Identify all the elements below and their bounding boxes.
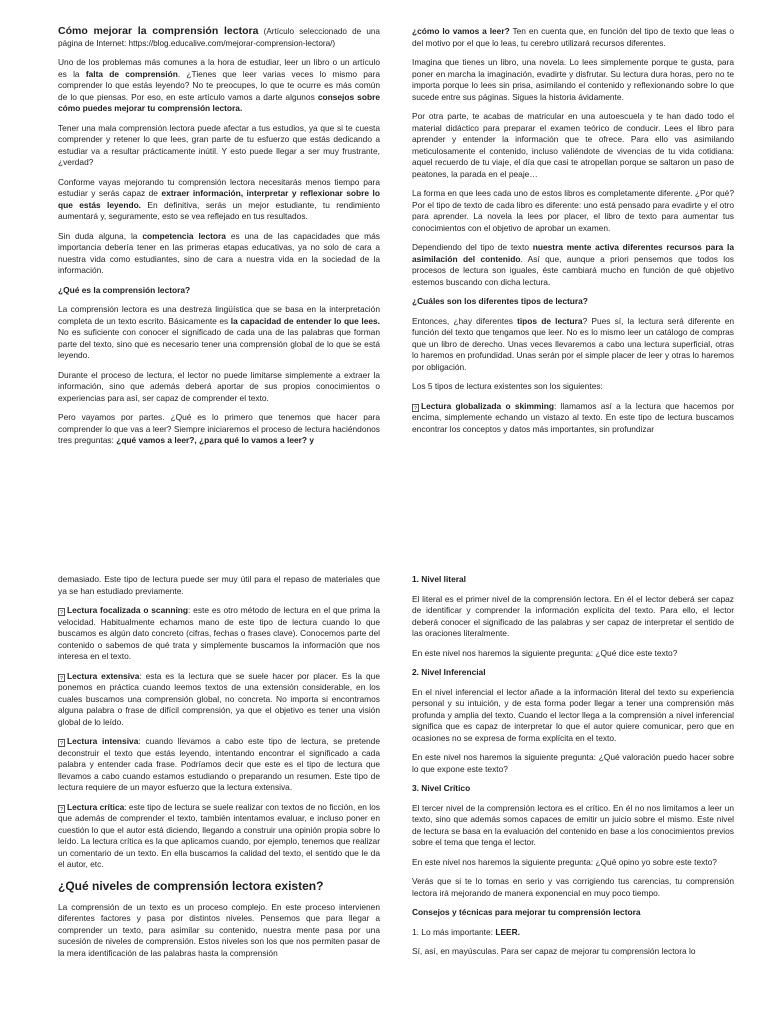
paragraph [412, 26, 734, 49]
bold-text: Lectura extensiva [67, 670, 140, 681]
bold-text: la capacidad de entender lo que lees. [230, 315, 380, 326]
paragraph [58, 177, 380, 223]
bold-text: ¿cómo lo vamos a leer? [412, 26, 510, 36]
paragraph [412, 927, 734, 939]
paragraph: El tercer nivel de la comprensión lectora es el crítico. En él no nos limitamos a leer un texto, sino que además somos capaces de emitir un juicio sobre el mismo. Este nivel de lectura se basa en la evaluación del contenido en base a los conocimientos previos sobre el tema que tenga el lector. [412, 802, 734, 847]
bullet-icon: ? [58, 608, 65, 616]
paragraph [58, 304, 380, 362]
bold-text: Lectura intensiva [67, 736, 139, 746]
bullet-icon: ? [412, 404, 419, 412]
list-item [412, 401, 734, 436]
paragraph: Sí, así, en mayúsculas. Para ser capaz de mejorar tu comprensión lectora lo [412, 946, 696, 956]
list-item [58, 605, 380, 663]
section-heading: Consejos y técnicas para mejorar tu comprensión lectora [412, 907, 641, 917]
article-title-text: Cómo mejorar la comprensión lectora [58, 25, 259, 37]
page-1-right-column [412, 26, 734, 443]
paragraph: En este nivel nos haremos la siguiente pregunta: ¿Qué valoración puedo hacer sobre lo que expone este texto? [412, 752, 734, 774]
bold-text: LEER. [495, 926, 520, 937]
paragraph: En el nivel inferencial el lector añade a la información literal del texto su experiencia personal y su intuición, y de esta forma poder llegar a tener una comprensión más profunda y amplia del texto. Cuando el lector llega a la comprensión a nivel inferencial significa que es capaz de interpretar lo que el autor quiere comunicar, pero que en ocasiones no se expresa de forma explícita en el texto. [412, 686, 734, 743]
paragraph [412, 242, 734, 288]
paragraph: En este nivel nos haremos la siguiente pregunta: ¿Qué dice este texto? [412, 647, 678, 658]
text: ? Pues sí, la lectura será diferente en función del texto que tengamos que leer. No es lo mismo leer un catálogo de compras que un libro de derecho. Unas veces llevaremos a cabo una lectura superficial, otras lo haremos en profundidad. Unas serán por el simple placer de leer y otras lo haremos por obligación. [412, 315, 735, 372]
paragraph [58, 412, 380, 447]
section-heading: 1. Nivel literal [412, 574, 466, 584]
paragraph [58, 57, 380, 115]
paragraph: La comprensión de un texto es un proceso complejo. En este proceso intervienen diferentes factores y pasa por distintos niveles. Pensemos que para llegar a comprender un texto, para asimilar su contenido, nuestra mente pasa por una sucesión de niveles de comprensión. Estos niveles son los que nos permiten pasar de la mera identificación de las palabras hasta la comprensión [58, 901, 380, 958]
text: Pero vayamos por partes. ¿Qué es lo primero que tenemos que hacer para comprender lo que vas a leer? Siempre iniciaremos el proceso de lectura haciéndonos tres preguntas: [58, 412, 380, 445]
bold-text: Lectura focalizada o scanning [67, 605, 189, 615]
text: En definitiva, serás un mejor estudiante, tu rendimiento aumentará y, seguramente, esto se vea reflejado en tus resultados. [58, 199, 380, 221]
paragraph: Los 5 tipos de lectura existentes son los siguientes: [412, 381, 603, 391]
bold-text: tipos de lectura [517, 315, 583, 326]
paragraph: Imagina que tienes un libro, una novela. Lo lees simplemente porque te gusta, para poner en marcha la imaginación, evadirte y disfrutar. Su lectura dura horas, pero no te importa porque lo lees sin prisa, asimilando el contenido y reflexionando sobre lo que sucede entre sus páginas. Sigues la historia ávidamente. [412, 57, 734, 102]
text: : este es otro método de lectura en el que prima la velocidad. Habitualmente echamos mano de este tipo de lectura cuando lo que buscamos es algún dato concreto (cifras, fechas o frases clave). Conocemos parte del contenido o sabemos de qué trata y simplemente buscamos la información que nos interesa en el texto. [58, 605, 380, 661]
paragraph: Tener una mala comprensión lectora puede afectar a tus estudios, ya que si te cuesta comprender y retener lo que lees, gran parte de tu esfuerzo que estás dedicando a estudiar va a resultar prácticamente inútil. Y esto puede llegar a ser muy frustrante, ¿verdad? [58, 122, 380, 167]
paragraph: El literal es el primer nivel de la comprensión lectora. En él el lector deberá ser capaz de identificar y comprender la información explícita del texto. Para ello, el lector deberá conocer el significado de las palabras y ser capaz de interpretar el sentido de las oraciones literalmente. [412, 593, 734, 638]
section-heading: 3. Nivel Crítico [412, 783, 471, 793]
paragraph: Verás que si te lo tomas en serio y vas corrigiendo tus carencias, tu comprensión lectora irá mejorando de manera exponencial en muy poco tiempo. [412, 876, 734, 898]
bold-text: falta de comprensión [85, 68, 178, 79]
list-item [58, 736, 380, 794]
text: 1. Lo más importante: [412, 926, 496, 937]
text: . ¿Tienes que leer varias veces lo mismo para comprender lo que estás leyendo? No te preocupes, lo que te ocurre es más común de lo que piensas. Por eso, en este artículo vamos a darte algunos [58, 68, 380, 102]
paragraph: Por otra parte, te acabas de matricular en una autoescuela y te han dado todo el material didáctico para preparar el examen teórico de conducir. Lees el libro para aprender y entender la información que te ofrece. Para ello vas asimilando meticulosamente el contenido, incluso valiéndote de vivencias de tu vida cotidiana: aquel recuerdo de tu viaje, el día que casi te atropellan porque se saltaron un paso de peatones, la parada en el peaje… [412, 111, 734, 179]
text: : cuando llevamos a cabo este tipo de lectura, se pretende deconstruir el texto que estás leyendo, intentando encontrar el significado a cada palabra y entender cada frase. Podríamos decir que este es el tipo de lectura que llevamos a cabo cuando estamos estudiando o preparando un resumen. Este tipo de lectura requiere de un mayor esfuerzo que la lectura extensiva. [58, 736, 380, 792]
bullet-icon: ? [58, 739, 65, 747]
text: Ten en cuenta que, en función del tipo de texto que leas o del motivo por el que lo leas, tu cerebro utilizará recursos diferentes. [412, 26, 735, 48]
bold-text: Lectura crítica [67, 801, 125, 812]
text: es una de las capacidades que más importancia debería tener en las primeras etapas educativas, ya no solo de cara a nuestra vida como estudiantes, sino de cara a nuestra vida en la sociedad de la información. [58, 230, 380, 275]
section-heading-large: ¿Qué niveles de comprensión lectora existen? [58, 878, 324, 893]
bullet-icon: ? [58, 674, 65, 682]
article-title [58, 26, 380, 49]
text: La comprensión lectora es una destreza lingüística que se basa en la interpretación completa de un texto escrito. Básicamente es [58, 304, 380, 326]
text: Dependiendo del tipo de texto [412, 242, 533, 252]
bold-text: Lectura globalizada o skimming [421, 400, 554, 411]
section-heading: 2. Nivel Inferencial [412, 667, 486, 677]
document-page-2 [0, 546, 768, 1024]
bold-text: extraer información, interpretar y reflexionar sobre lo que estás leyendo. [58, 188, 380, 210]
bold-text: nuestra mente activa diferentes recursos para la asimilación del contenido [412, 242, 734, 264]
paragraph: demasiado. Este tipo de lectura puede ser muy útil para el repaso de materiales que ya se han estudiado previamente. [58, 574, 380, 596]
text: : esta es la lectura que se suele hacer por placer. Es la que ponemos en práctica cuando leemos textos de una extensión considerable, en los cuales buscamos una comprensión global, no concreta. No importa si encontramos alguna palabra o frase de difícil comprensión, ya que el objetivo es tener una visión global de lo leído. [58, 670, 380, 727]
text: : este tipo de lectura se suele realizar con textos de no ficción, en los que además de comprender el texto, también intentamos evaluar, e incluso poner en cuestión lo que el autor está diciendo, llegando a construir una opinión propia sobre lo leído. La lectura crítica es la que aplicamos cuando, por ejemplo, tenemos que realizar un comentario de un texto. En ella buscamos la calidad del texto, el sentido que le da el autor, etc. [58, 801, 380, 869]
text: No es suficiente con conocer el significado de cada una de las palabras que forman parte del texto, sino que es necesario tener una comprensión global de lo que se está leyendo. [58, 327, 380, 360]
text: Uno de los problemas más comunes a la hora de estudiar, leer un libro o un artículo es la [58, 57, 380, 79]
page-1-left-column [58, 26, 380, 455]
text: Entonces, ¿hay diferentes [412, 315, 518, 326]
article-source-note: (Artículo seleccionado de una página de Internet: https://blog.educalive.com/mejorar-comprension-lectora/) [58, 27, 380, 48]
section-heading: ¿Cuáles son los diferentes tipos de lectura? [412, 296, 588, 306]
paragraph [58, 231, 380, 277]
page-2-right-column [412, 574, 734, 966]
bold-text: ¿qué vamos a leer?, ¿para qué lo vamos a leer? y [116, 435, 315, 445]
paragraph: En este nivel nos haremos la siguiente pregunta: ¿Qué opino yo sobre este texto? [412, 856, 717, 867]
paragraph: La forma en que lees cada uno de estos libros es completamente diferente. ¿Por qué? Por el tipo de texto de cada libro es diferente: uno está pensado para evadirte y el otro para aprender. La novela la lees por placer, el libro de texto para aumentar tus conocimientos con el objetivo de aprobar un examen. [412, 188, 734, 233]
bold-text: competencia lectora [142, 230, 226, 241]
list-item [58, 802, 380, 871]
text: Sin duda alguna, la [58, 230, 143, 241]
text: : llamamos así a la lectura que hacemos por encima, simplemente echando un vistazo al texto. En este tipo de lectura buscamos encontrar los conceptos y datos más importantes, sin profundizar [412, 400, 734, 434]
text: Conforme vayas mejorando tu comprensión lectora necesitarás menos tiempo para estudiar y serás capaz de [58, 176, 380, 198]
section-heading: ¿Qué es la comprensión lectora? [58, 284, 191, 295]
text: . Así que, aunque a priori pensemos que todos los procesos de lectura son iguales, éste cambiará mucho en función de qué objetivo estemos buscando con dicha lectura. [412, 253, 734, 287]
page-2-left-column [58, 574, 380, 967]
paragraph [412, 316, 734, 374]
bullet-icon: ? [58, 805, 65, 813]
bold-text: consejos sobre cómo puedes mejorar tu comprensión lectora. [58, 91, 380, 113]
paragraph: Durante el proceso de lectura, el lector no puede limitarse simplemente a extraer la información, sino que además deberá aportar de sus propios conocimientos o experiencias para así, ser capaz de comprender el texto. [58, 369, 380, 403]
list-item [58, 671, 380, 729]
